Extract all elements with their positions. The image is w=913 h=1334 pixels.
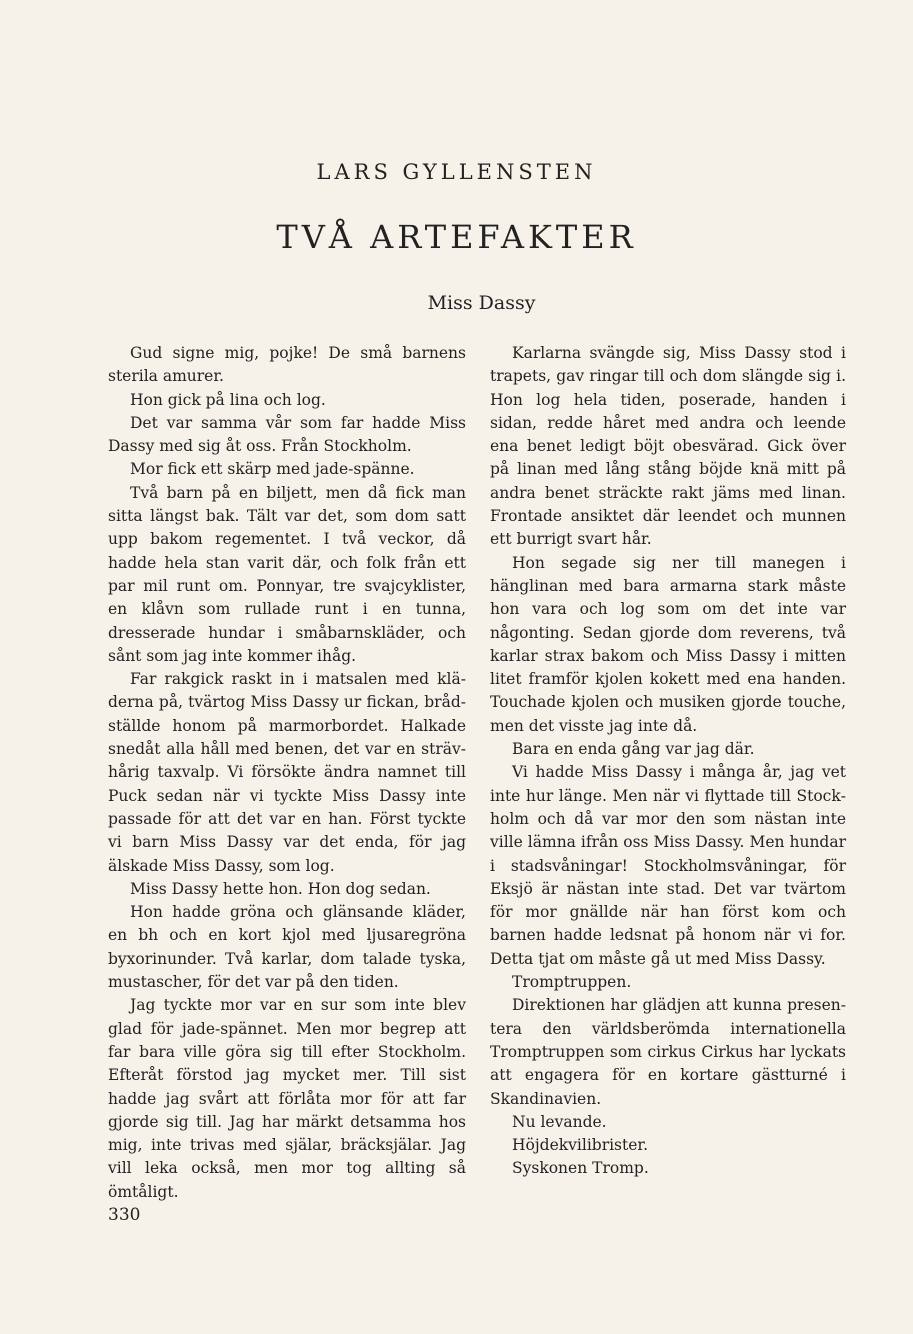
paragraph: Bara en enda gång var jag där. (512, 740, 755, 759)
paragraph: Mor fick ett skärp med jade-spänne. (130, 460, 415, 479)
paragraph: Jag tyckte mor var en sur som inte blev glad för jade-spännet. Men mor begrep att far bara ville göra sig till efter Stockholm. Efteråt förstod jag mycket mer. Till sist hadde jag svårt att förlåta mor för att far gjorde sig till. Jag har märkt detsamma hos mig, inte trivas med själar, bräcksjälar. Jag vill leka också, men mor tog allting så ömtåligt. (108, 996, 466, 1201)
author-name: LARS GYLLENSTEN (316, 160, 597, 184)
paragraph: Direktionen har glädjen att kunna presentera den världsberömda internationella Tromptruppen som cirkus Cirkus har lyckats att engagera för en kortare gästturné i Skandinavien. (490, 996, 846, 1108)
paragraph: Hon segade sig ner till manegen i hänglinan med bara armarna stark måste hon vara och log som om det inte var någonting. Sedan gjorde dom reverens, två karlar strax bakom och Miss Dassy i mitten litet framför kjolen kokett med ena handen. Touchade kjolen och musiken gjorde touche, men det visste jag inte då. (490, 553, 846, 735)
paragraph: Hon gick på lina och log. (130, 390, 326, 409)
paragraph: Syskonen Tromp. (512, 1159, 649, 1178)
right-column (490, 342, 846, 1181)
paragraph: Miss Dassy hette hon. Hon dog sedan. (130, 879, 431, 898)
paragraph: Två barn på en biljett, men då fick man sitta längst bak. Tält var det, som dom satt upp bakom regementet. I två veckor, då hadde hela stan varit där, och folk från ett par mil runt om. Ponnyar, tre svajcyklister, en klåvn som rullade runt i en tunna, dresserade hundar i småbarnskläder, och sånt som jag inte kommer ihåg. (108, 483, 466, 665)
paragraph: Tromptruppen. (512, 973, 632, 992)
paragraph: Hon hadde gröna och glänsande kläder, en bh och en kort kjol med ljusaregröna byxorinunder. Två karlar, dom talade tyska, mustascher, för det var på den tiden. (108, 903, 466, 992)
paragraph: Det var samma vår som far hadde Miss Dassy med sig åt oss. Från Stockholm. (108, 413, 466, 456)
paragraph: Nu levande. (512, 1112, 607, 1131)
paragraph: Gud signe mig, pojke! De små barnens sterila amurer. (108, 344, 466, 386)
paragraph: Vi hadde Miss Dassy i många år, jag vet inte hur länge. Men när vi flyttade till Stockholm och då var mor den som nästan inte ville lämna ifrån oss Miss Dassy. Men hundar i stadsvåningar! Stockholmsvåningar, för Eksjö är nästan inte stad. Det var tvärtom för mor gnällde när han först kom och barnen hadde ledsnat på honom när vi for. Detta tjat om måste gå ut med Miss Dassy. (490, 763, 846, 968)
page-number: 330 (108, 1205, 141, 1225)
section-heading: Miss Dassy (427, 292, 536, 314)
paragraph: Far rakgick raskt in i matsalen med kläderna på, tvärtog Miss Dassy ur fickan, brådställde honom på marmorbordet. Halkade snedåt alla håll med benen, det var en strävhårig taxvalp. Vi försökte ändra namnet till Puck sedan när vi tyckte Miss Dassy inte passade för att det var en han. Först tyckte vi barn Miss Dassy var det enda, för jag älskade Miss Dassy, som log. (108, 670, 466, 875)
paragraph: Höjdekvilibrister. (512, 1136, 649, 1155)
story-title: TVÅ ARTEFAKTER (276, 218, 637, 256)
left-column (108, 342, 466, 1204)
paragraph: Karlarna svängde sig, Miss Dassy stod i trapets, gav ringar till och dom slängde sig i. Hon log hela tiden, poserade, handen i sidan, redde håret med andra och leende ena benet ledigt böjt obesvärad. Gick över på linan med lång stång böjde knä mitt på andra benet sträckte rakt jäms med linan. Frontade ansiktet där leendet och munnen ett burrigt svart hår. (490, 344, 846, 549)
